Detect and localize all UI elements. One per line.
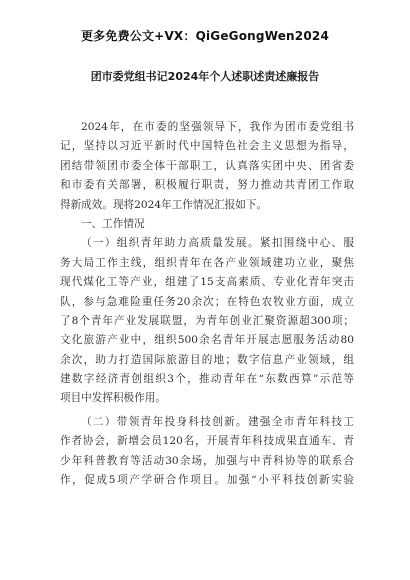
text-line: （一）组织青年助力高质量发展。紧扣围绕中心、服: [81, 237, 354, 250]
text-line: 项目中发挥积极作用。: [60, 392, 166, 405]
text-line: 建数字经济青创组织3个，推动青年在“东数西算”示范等: [60, 373, 354, 386]
text-line: 文化旅游产业中，组织500余名青年开展志愿服务活动80: [60, 334, 354, 347]
watermark-header: 更多免费公文+VX：QiGeGongWen2024: [80, 29, 329, 43]
paragraph-intro: [60, 118, 354, 215]
text-line: 队，参与急难险重任务20余次；在特色农牧业方面，成立: [60, 295, 354, 308]
text-line: 少年科普教育等活动30余场，加强与中青科协等的联系合: [60, 454, 354, 467]
text-line: 记，坚持以习近平新时代中国特色社会主义思想为指导，: [60, 140, 354, 153]
text-line: 现代煤化工等产业，组建了15支高素质、专业化青年突击: [60, 276, 354, 289]
text-line: 务大局工作主线，组织青年在各产业领域建功立业，聚焦: [60, 256, 354, 269]
text-line: 得新成效。现将2024年工作情况汇报如下。: [60, 198, 268, 211]
text-line: 作，促成5项产学研合作项目。加强“小平科技创新实验: [60, 474, 354, 487]
paragraph-item-1: [60, 234, 354, 409]
text-line: 2024年，在市委的坚强领导下，我作为团市委党组书: [81, 121, 354, 133]
text-line: 和市委有关部署，积极履行职责，努力推动共青团工作取: [60, 179, 354, 192]
text-line: 了8个青年产业发展联盟，为青年创业汇聚资源超300项；: [60, 314, 354, 327]
section-heading-work: [60, 215, 354, 234]
text-line: （二）带领青年投身科技创新。建强全市青年科技工: [81, 415, 354, 428]
document-title: 团市委党组书记2024年个人述职述责述廉报告: [90, 70, 320, 83]
text-line: 作者协会，新增会员120名，开展青年科技成果直通车、青: [60, 435, 354, 448]
document-body: [60, 118, 354, 490]
text-line: 余次，助力打造国际旅游目的地；数字信息产业领域，组: [60, 353, 354, 366]
paragraph-item-2: [60, 413, 354, 491]
section-heading: 一、工作情况: [81, 217, 145, 230]
text-line: 团结带领团市委全体干部职工，认真落实团中央、团省委: [60, 159, 354, 172]
